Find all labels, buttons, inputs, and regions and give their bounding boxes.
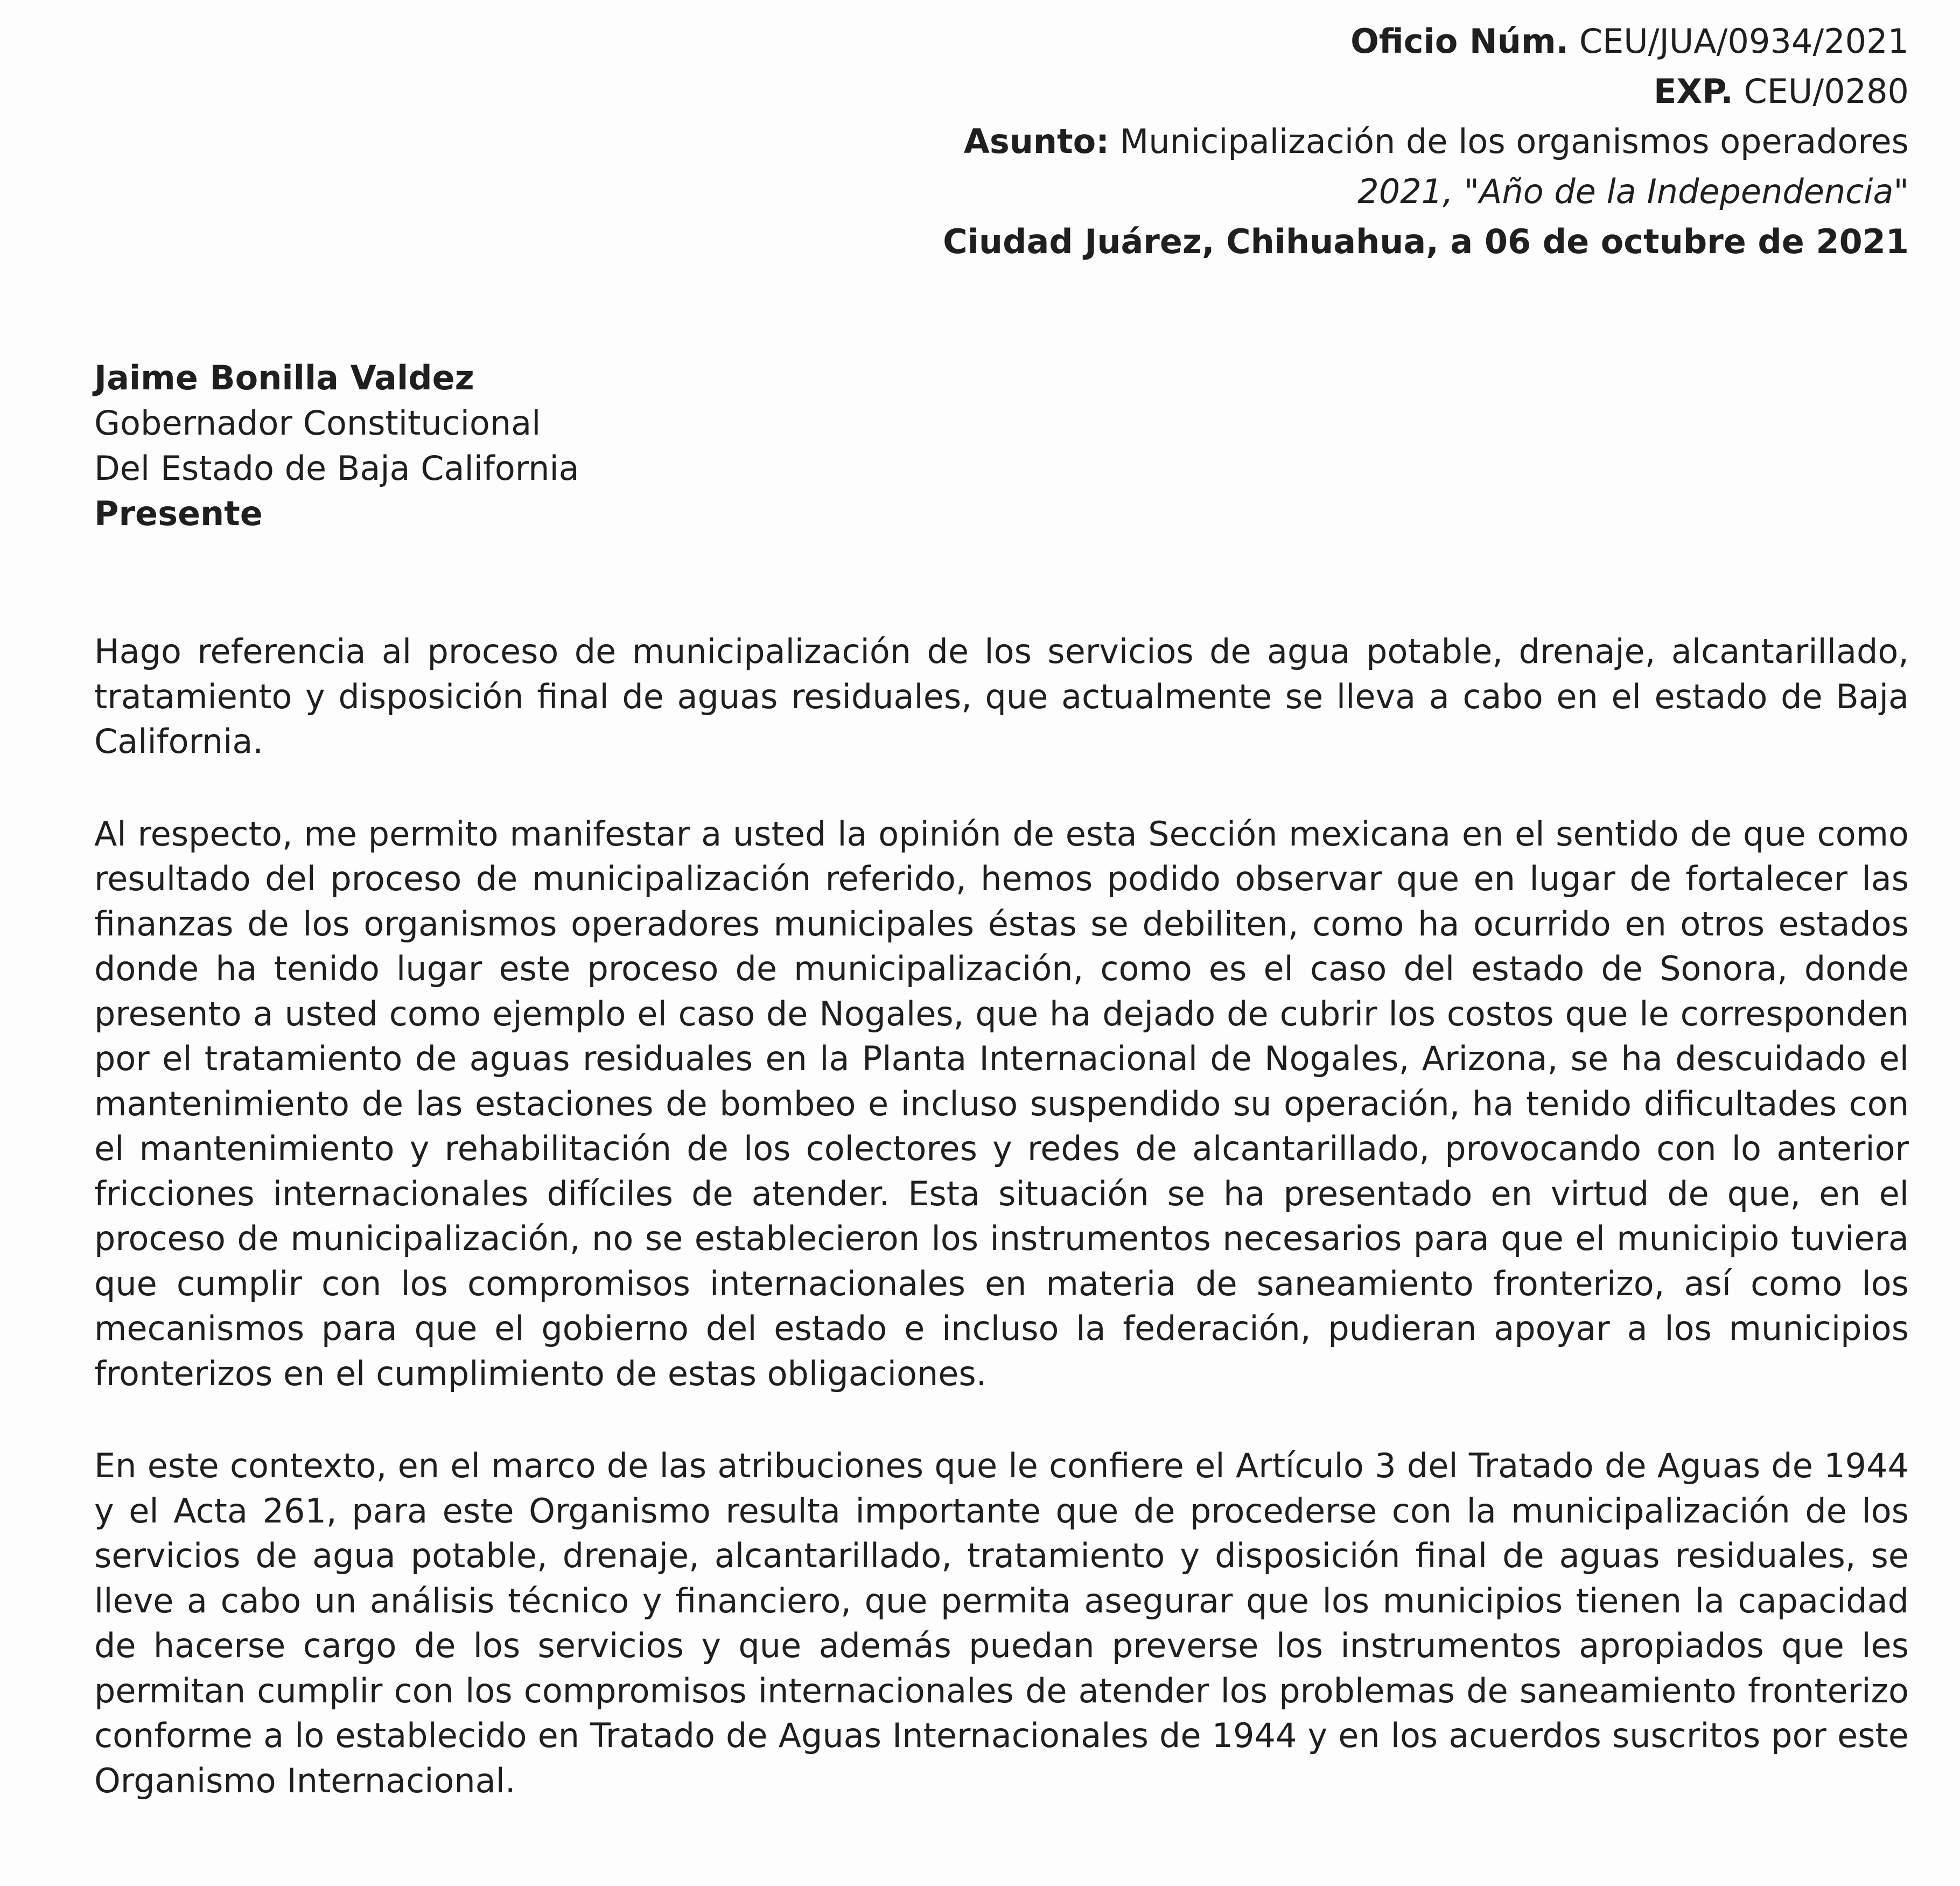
oficio-number-line [724,16,1909,66]
place-date: Ciudad Juárez, Chihuahua, a 06 de octubre de 2021 [943,222,1909,261]
addressee-block [94,355,579,536]
year-motto: 2021, "Año de la Independencia" [1357,172,1909,211]
addressee-title: Gobernador Constitucional [94,403,541,443]
letter-header [724,16,1909,267]
addressee-name: Jaime Bonilla Valdez [94,358,474,397]
asunto-label: Asunto: [963,122,1110,161]
addressee-greeting: Presente [94,494,263,533]
body-paragraph-2: Al respecto, me permito manifestar a usted la opinión de esta Sección mexicana en el sentido de que como resultado del proceso de municipalización referido, hemos podido observar que en lugar de fortalecer las finanzas de los organismos operadores municipales éstas se debiliten, como ha ocurrido en otros estados donde ha tenido lugar este proceso de municipalización, como es el caso del estado de Sonora, donde presento a usted como ejemplo el caso de Nogales, que ha dejado de cubrir los costos que le corresponden por el tratamiento de aguas residuales en la Planta Internacional de Nogales, Arizona, se ha descuidado el mantenimiento de las estaciones de bombeo e incluso suspendido su operación, ha tenido dificultades con el mantenimiento y rehabilitación de los colectores y redes de alcantarillado, provocando con lo anterior fricciones internacionales difíciles de atender. Esta situación se ha presentado en virtud de que, en el proceso de municipalización, no se establecieron los instrumentos necesarios para que el municipio tuviera que cumplir con los compromisos internacionales en materia de saneamiento fronterizo, así como los mecanismos para que el gobierno del estado e incluso la federación, pudieran apoyar a los municipios fronterizos en el cumplimiento de estas obligaciones. [94,814,1909,1393]
body-paragraph-3: En este contexto, en el marco de las atribuciones que le confiere el Artículo 3 del Tratado de Aguas de 1944 y el Acta 261, para este Organismo resulta importante que de procederse con la municipalización de los servicios de agua potable, drenaje, alcantarillado, tratamiento y disposición final de aguas residuales, se lleve a cabo un análisis técnico y financiero, que permita asegurar que los municipios tienen la capacidad de hacerse cargo de los servicios y que además puedan preverse los instrumentos apropiados que les permitan cumplir con los compromisos internacionales de atender los problemas de saneamiento fronterizo conforme a lo establecido en Tratado de Aguas Internacionales de 1944 y en los acuerdos suscritos por este Organismo Internacional. [94,1446,1909,1800]
letter-body [94,629,1909,1850]
asunto-line [724,116,1909,166]
exp-label: EXP. [1653,72,1733,111]
asunto-value: Municipalización de los organismos operadores [1119,122,1909,161]
exp-value: CEU/0280 [1744,72,1909,111]
exp-line [724,66,1909,116]
oficio-label: Oficio Núm. [1350,22,1569,61]
oficio-value: CEU/JUA/0934/2021 [1579,22,1909,61]
body-paragraph-1: Hago referencia al proceso de municipalización de los servicios de agua potable, drenaje, alcantarillado, tratamiento y disposición final de aguas residuales, que actualmente se lleva a cabo en el estado de Baja California. [94,632,1909,761]
addressee-state: Del Estado de Baja California [94,449,579,488]
